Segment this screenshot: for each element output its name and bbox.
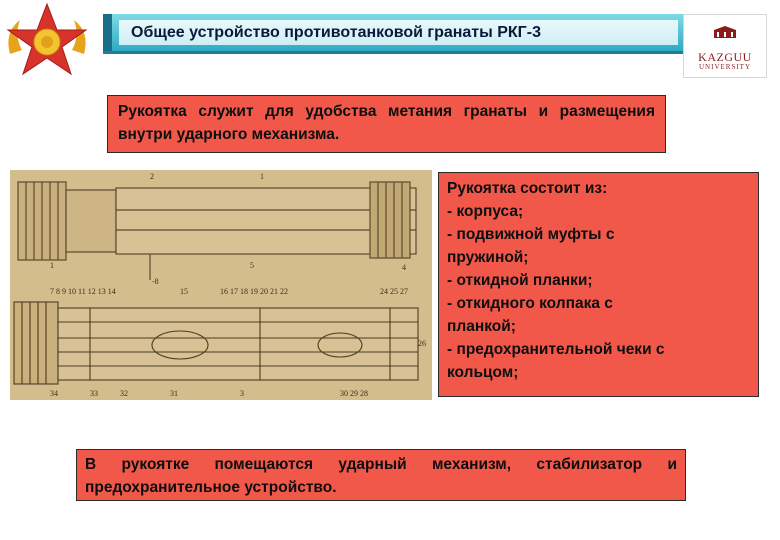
components-line: - откидной планки;: [447, 272, 593, 289]
logo-text-main: KAZGUU: [698, 50, 752, 64]
building-icon: [714, 26, 736, 38]
svg-text:5: 5: [250, 261, 254, 270]
logo-text-sub: UNIVERSITY: [699, 63, 751, 71]
svg-text:4: 4: [402, 263, 406, 272]
components-line: - корпуса;: [447, 203, 524, 220]
components-line: кольцом;: [447, 364, 519, 381]
components-line: - откидного колпака с: [447, 295, 613, 312]
svg-text:31: 31: [170, 389, 178, 398]
svg-text:33: 33: [90, 389, 98, 398]
purpose-text-box: Рукоятка служит для удобства метания гранаты и размещения внутри ударного механизма.: [107, 95, 666, 153]
grenade-handle-drawing: [10, 170, 432, 400]
components-heading: Рукоятка состоит из:: [447, 180, 608, 197]
components-text-box: [438, 172, 759, 397]
svg-text:7 8 9 10 11 12 13 14: 7 8 9 10 11 12 13 14: [50, 287, 116, 296]
svg-text:26: 26: [418, 339, 426, 348]
svg-text:32: 32: [120, 389, 128, 398]
components-line: - подвижной муфты с: [447, 226, 615, 243]
emblem-star-icon: [2, 2, 92, 80]
university-logo: [683, 14, 767, 78]
svg-text:16 17 18 19 20 21 22: 16 17 18 19 20 21 22: [220, 287, 288, 296]
svg-text:30 29 28: 30 29 28: [340, 389, 368, 398]
title-bar: [103, 14, 690, 54]
page-title: Общее устройство противотанковой гранаты РКГ-3: [119, 20, 678, 45]
handle-cutaway-view: [14, 302, 418, 384]
svg-text:3: 3: [240, 389, 244, 398]
svg-text:-8: -8: [152, 277, 159, 286]
svg-text:1: 1: [50, 261, 54, 270]
svg-text:24 25 27: 24 25 27: [380, 287, 408, 296]
svg-text:15: 15: [180, 287, 188, 296]
components-line: - предохранительной чеки с: [447, 341, 665, 358]
svg-text:2: 2: [150, 172, 154, 181]
svg-text:1: 1: [260, 172, 264, 181]
svg-text:34: 34: [50, 389, 58, 398]
components-line: планкой;: [447, 318, 516, 335]
components-line: пружиной;: [447, 249, 529, 266]
contents-text-box: В рукоятке помещаются ударный механизм, стабилизатор и предохранительное устройство.: [76, 449, 686, 501]
